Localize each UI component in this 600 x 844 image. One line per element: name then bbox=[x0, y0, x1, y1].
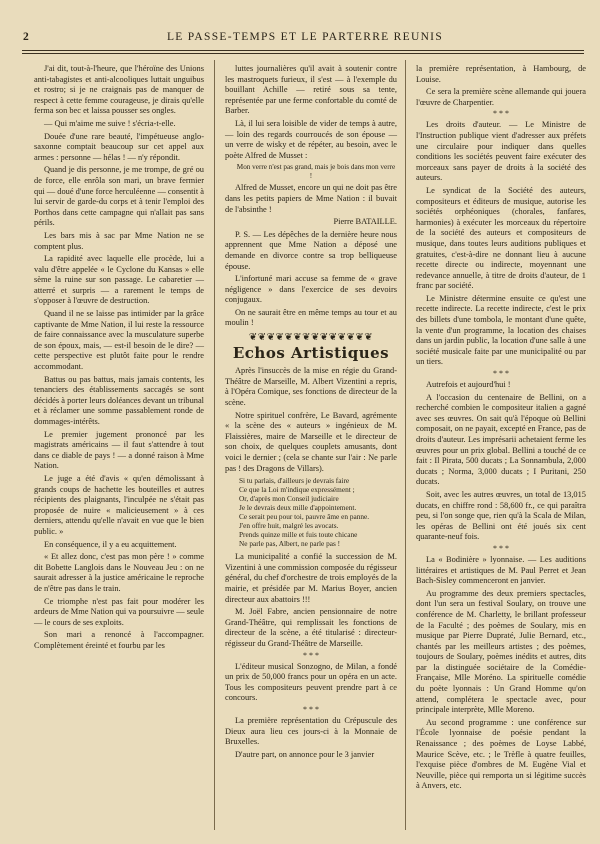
paragraph: Au programme des deux premiers spectacles, dont l'un sera un festival Soulary, on trouve une conférence de M. Charletty, le brillant professeur de la Faculté ; des poèmes de Soulary, mis en musique par Pierre Dupraté, Julie Bernard, etc., chantés par les meilleurs artistes ; des poèmes, toujours de Soulary, poèmes inédits et autres, dits par la distinguée sociétaire de la Comédie-Française, Mlle Moréno. La spirituelle comédie du poète lyonnais : Un Grand Homme qu'on attend, complétera le spectacle avec, pour principale interprète, Mlle Moreno. bbox=[416, 588, 586, 715]
paragraph: Là, il lui sera loisible de vider de temps à autre, — loin des regards courroucés de son épouse — un verre de wisky et de répéter, au besoin, avec le poète Alfred de Musset : bbox=[225, 118, 397, 160]
paragraph: En conséquence, il y a eu acquittement. bbox=[44, 539, 177, 549]
section-stars: * * * bbox=[493, 369, 509, 379]
paragraph: luttes journalières qu'il avait à soutenir contre les mastroquets furieux, il s'est — à l'exemple du bouillant Achille — retiré sous sa tente, représentée par une ferme confortable du comté de Barber. bbox=[225, 64, 397, 116]
column-3 bbox=[416, 64, 586, 794]
paragraph: Le premier jugement prononcé par les magistrats américains — il faut s'attendre à tout dans ce diable de pays ! — a donné raison à Mme Nation. bbox=[34, 429, 204, 471]
paragraph: Quand je dis personne, je me trompe, de gré ou de force, elle enrôla son mari, un brave fermier qui — doué d'une force herculéenne — consentit à lui servir de garde-du corps et à tenir l'emploi des Porthos dans cette campagne qui n'allait pas sans périls. bbox=[34, 165, 204, 228]
paragraph: La rapidité avec laquelle elle procède, lui a valu d'être appelée « le Cyclone du Kansas » elle sème la ruine sur son passage. Le cabaretier — atterré et surpris — a rarement le temps de s'opposer à l'œuvre de destruction. bbox=[34, 254, 204, 306]
paragraph: Notre spirituel confrère, Le Bavard, agrémente « la scène des « auteurs » ingénieux de M. Flaissières, maire de Marseille et le directeur de son choix, de quelques couplets amusants, dont voici le dernier ; (cela se chante sur l'air : Ne parle pas ! des Dragons de Villars). bbox=[225, 410, 397, 473]
paragraph: Les droits d'auteur. — Le Ministre de l'Instruction publique vient d'adresser aux préfets une circulaire pour indiquer dans quelles conditions les sociétés peuvent faire exécuter des morceaux sans payer de droits à la société des auteurs. bbox=[416, 120, 586, 183]
paragraph: Le syndicat de la Société des auteurs, compositeurs et éditeurs de musique, autorise les sociétés orphéoniques (chorales, fanfares, harmonies) à exécuter les morceaux du répertoire de la société des auteurs et compositeurs de musique, dans toutes leurs auditions publiques et gratuites, c'est-à-dire ne donnant lieu à aucune recette directe ou indirecte, moyennant une redevance annuelle, à titre de droits d'auteur, de 1 franc par société. bbox=[416, 185, 586, 291]
paragraph: Autrefois et aujourd'hui ! bbox=[426, 380, 511, 390]
paragraph: Soit, avec les autres œuvres, un total de 13,015 ducats, en chiffre rond : 58,600 fr., ce qui paraîtra peu, si l'on songe que, rien qu'à la Scala de Milan, les opéras de Bellini ont été joués six cent quarante-neuf fois. bbox=[416, 489, 586, 542]
quote-line: Mon verre n'est pas grand, mais je bois dans mon verre ! bbox=[236, 163, 396, 181]
paragraph: Les bars mis à sac par Mme Nation ne se comptent plus. bbox=[34, 230, 204, 251]
paragraph: Le Ministre détermine ensuite ce qu'est une recette indirecte. La recette indirecte, c'est le prix des billets d'une tombola, le montant d'une quête, la vente d'un programme, la location des chaises dans un jardin public, la location d'une salle à une société musicale faite par une municipalité ou par un tiers. bbox=[416, 293, 586, 367]
verse-line: Or, d'après mon Conseil judiciaire bbox=[239, 494, 339, 504]
paragraph: Battus ou pas battus, mais jamais contents, les tenanciers des établissements saccagés se sont décidés à porter leurs doléances devant un tribunal et à réclamer une somme passablement ronde de dommages-intérêts. bbox=[34, 374, 204, 426]
section-stars: * * * bbox=[493, 543, 509, 553]
paragraph: Au second programme : une conférence sur l'École lyonnaise de poésie pendant la Renaissance ; des poèmes de Loyse Labbé, Maurice Scève, etc. ; le Trèfle à quatre feuilles, l'exquise pièce d'ombres de M. Eugène Vial et Neuville, pièce qui remporta un si légitime succès à Anvers, etc. bbox=[416, 717, 586, 791]
verse-line: Je le devrais deux mille d'appointement. bbox=[239, 503, 357, 513]
paragraph: Alfred de Musset, encore un qui ne doit pas être dans les petits papiers de Mme Nation : il buvait de l'absinthe ! bbox=[225, 183, 397, 214]
paragraph: la première représentation, à Hambourg, de Louise. bbox=[416, 64, 586, 84]
newspaper-title: LE PASSE-TEMPS ET LE PARTERRE REUNIS bbox=[166, 31, 444, 43]
ornament-border: ❦❦❦❦❦❦❦❦❦❦❦❦❦❦ bbox=[248, 332, 374, 344]
author-signature: Pierre BATAILLE. bbox=[333, 217, 397, 227]
column-2 bbox=[225, 64, 397, 762]
verse-line: Ce que la Loi m'indique expressément ; bbox=[239, 485, 355, 495]
paragraph: Ce sera la première scène allemande qui jouera l'œuvre de Charpentier. bbox=[416, 87, 586, 107]
verse-line: Ce serait peu pour toi, pauvre âme en panne. bbox=[239, 512, 370, 522]
section-stars: * * * bbox=[303, 704, 319, 714]
header-rule-thin bbox=[22, 53, 584, 54]
verse-line: Prends quinze mille et fuis toute chicane bbox=[239, 530, 358, 540]
verse-line: Si tu parlais, d'ailleurs je devrais faire bbox=[239, 476, 350, 486]
paragraph: P. S. — Les dépêches de la dernière heure nous apprennent que Mme Nation a déposé une demande en divorce contre sa trop belliqueuse épouse. bbox=[225, 229, 397, 271]
verse-line: Ne parle pas, Albert, ne parle pas ! bbox=[239, 539, 341, 549]
paragraph: L'éditeur musical Sonzogno, de Milan, a fondé un prix de 50,000 francs pour un opéra en un acte. Tous les compositeurs peuvent prendre part à ce concours. bbox=[225, 661, 397, 703]
paragraph: Quand il ne se laisse pas intimider par la grâce captivante de Mme Nation, il lui reste la ressource de faire connaissance avec la musculature superbe de son époux, mais, — est-il besoin de le dire? — cette perspective est plutôt faite pour le rendre accommodant. bbox=[34, 309, 204, 372]
paragraph: A l'occasion du centenaire de Bellini, on a recherché combien le compositeur italien a gagné avec ses œuvres. On sait qu'à l'époque où Bellini composait, on ne payait, excepté en France, pas de droits d'auteur. Les imprésarii achetaient ferme les œuvres pour un prix global. Bellini a touché de ce fait : Il Pirata, 500 ducats ; La Sonnambula, 2,000 ducats ; Norma, 3,000 ducats ; I Puritani, 250 ducats. bbox=[416, 392, 586, 487]
paragraph: La « Bodinière » lyonnaise. — Les auditions littéraires et artistiques de M. Paul Perret et Jean Bach-Sisley commenceront en janvier. bbox=[416, 554, 586, 586]
page-header bbox=[20, 30, 590, 48]
section-title: Echos Artistiques bbox=[232, 343, 390, 362]
paragraph: Ce triomphe n'est pas fait pour modérer les ardeurs de Mme Nation qui va poursuivre — seule — le cours de ses exploits. bbox=[34, 596, 204, 627]
paragraph: « Et allez donc, c'est pas mon père ! » comme dit Bobette Langlois dans le Nouveau Jeu : on ne saurait adresser à la justice américaine le reproche de n'être pas dans le train. bbox=[34, 552, 204, 593]
paragraph: Le juge a été d'avis « qu'en démolissant à grands coups de hachette les bouteilles et autres récipients des plaignants, l'inculpée ne s'était pas proposée de nuire « malicieusement » à ces derniers, attendu qu'elle n'avait en vue que le bien public. » bbox=[34, 473, 204, 536]
paragraph: Son mari a renoncé à l'accompagner. Complètement éreinté et fourbu par les bbox=[34, 630, 204, 650]
column-divider-2 bbox=[405, 60, 406, 830]
column-1 bbox=[34, 64, 204, 653]
verse-block bbox=[239, 476, 397, 548]
paragraph: La première représentation du Crépuscule des Dieux aura lieu ces jours-ci à la Monnaie de Bruxelles. bbox=[225, 715, 397, 747]
paragraph: Douée d'une rare beauté, l'impétueuse anglo-saxonne comptait beaucoup sur cet appel aux armes : personne — hélas ! — n'y répondit. bbox=[34, 131, 204, 162]
paragraph: — Qui m'aime me suive ! s'écria-t-elle. bbox=[44, 118, 176, 128]
header-rule bbox=[22, 50, 584, 51]
section-stars: * * * bbox=[493, 109, 509, 119]
paragraph: M. Joël Fabre, ancien pensionnaire de notre Grand-Théâtre, qui remplissait les fonctions de directeur de la scène, a été titularisé : directeur-régisseur du Grand-Théâtre de Marseille. bbox=[225, 607, 397, 648]
section-stars: * * * bbox=[303, 650, 319, 660]
paragraph: La municipalité a confié la succession de M. Vizentini à une commission composée du régisseur général, du chef d'orchestre de trois employés de la mairie, et présidée par M. Marius Boyer, ancien directeur aux abattoirs !!! bbox=[225, 552, 397, 604]
page-number: 2 bbox=[23, 31, 31, 43]
column-divider-1 bbox=[214, 60, 215, 830]
paragraph: On ne saurait être en même temps au tour et au moulin ! bbox=[225, 307, 397, 328]
verse-line: J'en offre huit, malgré les avocats. bbox=[239, 521, 339, 531]
paragraph: L'infortuné mari accuse sa femme de « grave négligence » dans l'exercice de ses devoirs conjugaux. bbox=[225, 274, 397, 305]
paragraph: Après l'insuccès de la mise en régie du Grand-Théâtre de Marseille, M. Albert Vizentini a repris, à l'Opéra Comique, ses fonctions de directeur de la scène. bbox=[225, 366, 397, 408]
paragraph: D'autre part, on annonce pour le 3 janvier bbox=[235, 749, 375, 759]
paragraph: J'ai dit, tout-à-l'heure, que l'héroïne des Unions anti-tabagistes et anti-alcooliques luttait unguibus et rostro; si je ne craignais pas de manquer de respect à cette femme courageuse, je dirais qu'elle ferma son bec et laissa pousser ses ongles. bbox=[34, 64, 204, 116]
